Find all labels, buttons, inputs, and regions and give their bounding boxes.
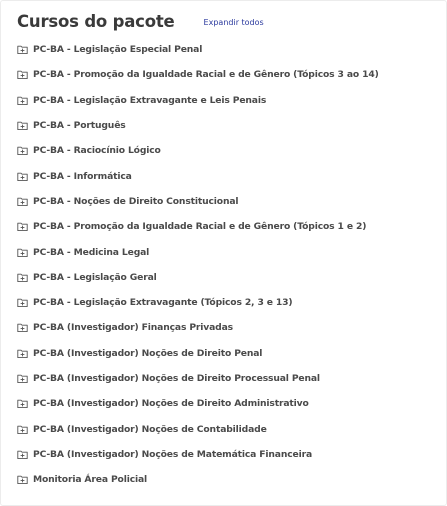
folder-plus-icon	[17, 171, 28, 182]
course-item[interactable]	[17, 138, 437, 163]
course-item[interactable]	[17, 391, 437, 416]
course-item[interactable]	[17, 88, 437, 113]
course-item-label: PC-BA (Investigador) Noções de Matemática Financeira	[33, 448, 313, 460]
course-item-label: PC-BA (Investigador) Noções de Direito Processual Penal	[33, 373, 320, 384]
folder-plus-icon	[17, 398, 28, 409]
folder-plus-icon	[17, 322, 28, 333]
course-item[interactable]	[17, 239, 437, 264]
folder-plus-icon	[17, 95, 28, 106]
course-item-label: PC-BA - Medicina Legal	[33, 246, 150, 258]
course-item-label: PC-BA - Promoção da Igualdade Racial e de Gênero (Tópicos 1 e 2)	[33, 221, 367, 233]
course-item[interactable]	[17, 341, 437, 366]
folder-plus-icon	[17, 120, 28, 131]
panel-header	[17, 12, 264, 31]
folder-plus-icon	[17, 373, 28, 384]
course-item-label: PC-BA - Legislação Especial Penal	[33, 44, 203, 56]
folder-plus-icon	[17, 44, 28, 55]
course-item-label: PC-BA - Informática	[33, 170, 132, 182]
folder-plus-icon	[17, 297, 28, 308]
folder-plus-icon	[17, 221, 28, 232]
course-item-label: PC-BA - Promoção da Igualdade Racial e de Gênero (Tópicos 3 ao 14)	[33, 69, 379, 81]
course-list	[17, 37, 437, 492]
folder-plus-icon	[17, 247, 28, 258]
course-item-label: PC-BA - Raciocínio Lógico	[33, 145, 161, 157]
course-item[interactable]	[17, 366, 437, 391]
course-item-label: Monitoria Área Policial	[33, 474, 148, 486]
folder-plus-icon	[17, 272, 28, 283]
course-item-label: PC-BA - Noções de Direito Constitucional	[33, 195, 239, 207]
course-item-label: PC-BA (Investigador) Noções de Direito Administrativo	[33, 398, 309, 410]
course-item[interactable]	[17, 37, 437, 62]
course-item[interactable]	[17, 113, 437, 138]
course-item-label: PC-BA - Português	[33, 120, 126, 132]
course-item-label: PC-BA (Investigador) Noções de Direito Penal	[33, 347, 263, 359]
folder-plus-icon	[17, 424, 28, 435]
folder-plus-icon	[17, 196, 28, 207]
page-title: Cursos do pacote	[17, 12, 175, 31]
course-item[interactable]	[17, 189, 437, 214]
course-item-label: PC-BA - Legislação Geral	[33, 271, 157, 283]
folder-plus-icon	[17, 69, 28, 80]
course-item[interactable]	[17, 163, 437, 188]
course-item[interactable]	[17, 442, 437, 467]
folder-plus-icon	[17, 145, 28, 156]
expand-all-link[interactable]: Expandir todos	[203, 18, 264, 27]
course-item[interactable]	[17, 62, 437, 87]
folder-plus-icon	[17, 474, 28, 485]
course-item-label: PC-BA (Investigador) Noções de Contabilidade	[33, 423, 267, 435]
course-item-label: PC-BA - Legislação Extravagante (Tópicos 2, 3 e 13)	[33, 297, 293, 309]
course-item-label: PC-BA (Investigador) Finanças Privadas	[33, 322, 233, 334]
course-item[interactable]	[17, 315, 437, 340]
course-item-label: PC-BA - Legislação Extravagante e Leis Penais	[33, 94, 267, 106]
course-item[interactable]	[17, 467, 437, 492]
course-item[interactable]	[17, 265, 437, 290]
course-item[interactable]	[17, 290, 437, 315]
folder-plus-icon	[17, 449, 28, 460]
course-item[interactable]	[17, 214, 437, 239]
folder-plus-icon	[17, 348, 28, 359]
course-item[interactable]	[17, 416, 437, 441]
